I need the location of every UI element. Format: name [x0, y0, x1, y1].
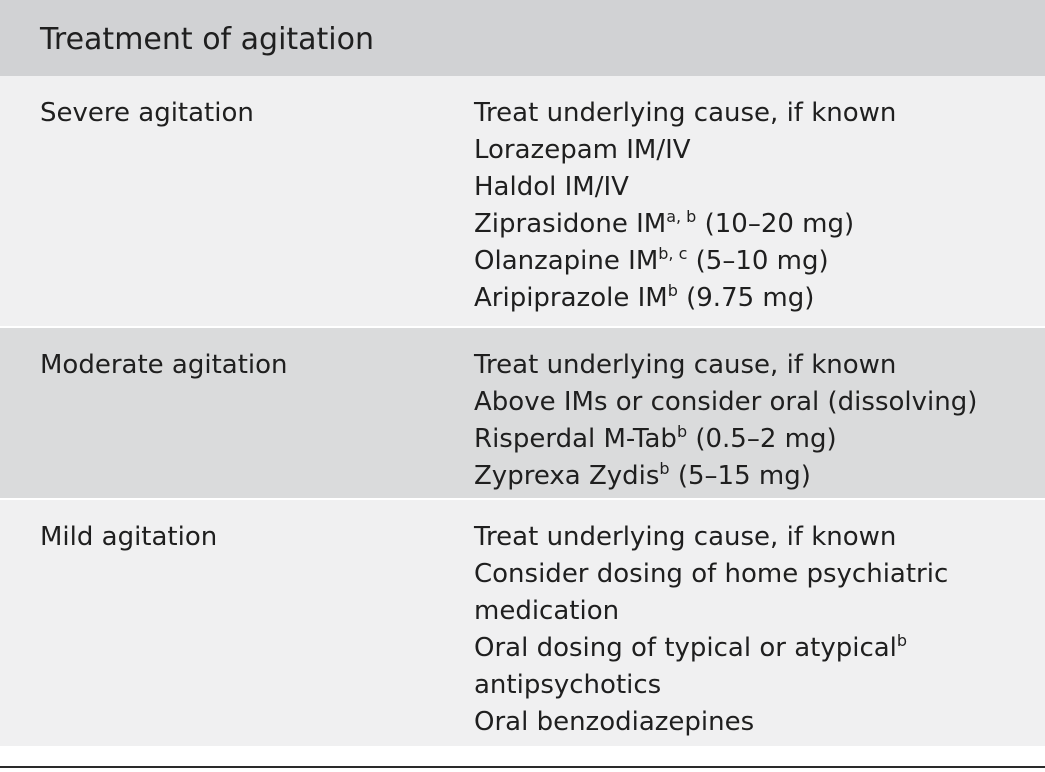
footnote-marker: b: [659, 459, 670, 478]
treatment-line: Treat underlying cause, if known: [474, 350, 897, 380]
treatment-line: Zyprexa Zydis$^b$ (5–15 mg): [474, 459, 811, 491]
table-row-moderate: [0, 328, 1045, 500]
treatment-line: Ziprasidone IM$^{a, b}$ (10–20 mg): [474, 207, 855, 239]
treatment-line: Treat underlying cause, if known: [474, 98, 897, 128]
treatment-line: Olanzapine IM$^{b, c}$ (5–10 mg): [474, 244, 829, 276]
treatment-line: Lorazepam IM/IV: [474, 135, 691, 165]
bottom-divider: [0, 766, 1045, 768]
treatment-line: Haldol IM/IV: [474, 172, 629, 202]
treatment-line: Oral benzodiazepines: [474, 707, 755, 737]
treatment-list: [474, 519, 1039, 741]
treatment-list: [474, 95, 1039, 317]
treatment-line: Treat underlying cause, if known: [474, 522, 897, 552]
footnote-marker: b: [667, 281, 678, 300]
treatment-line: medication: [474, 596, 620, 626]
treatment-line: Aripiprazole $IM^b$ (9.75 mg): [474, 281, 815, 313]
severity-label: Mild agitation: [40, 522, 218, 552]
severity-label: Severe agitation: [40, 98, 254, 128]
table-row-severe: [0, 76, 1045, 328]
footnote-marker: b: [676, 422, 688, 441]
treatment-line: Risperdal M-Tab$^b$ (0.5–2 mg): [474, 422, 837, 454]
footnote-marker: b: [896, 631, 908, 650]
treatment-line: Oral dosing of typical or atypical$^b$: [474, 631, 908, 663]
treatment-line: Above IMs or consider oral (dissolving): [474, 387, 978, 417]
treatment-line: Consider dosing of home psychiatric: [474, 559, 949, 589]
footnote-marker: a, b: [666, 207, 697, 226]
table-title: Treatment of agitation: [0, 0, 1045, 76]
table-row-mild: [0, 500, 1045, 746]
treatment-list: [474, 347, 1039, 495]
treatment-line: antipsychotics: [474, 670, 662, 700]
severity-label: Moderate agitation: [40, 350, 288, 380]
footnote-marker: b, c: [658, 244, 688, 263]
